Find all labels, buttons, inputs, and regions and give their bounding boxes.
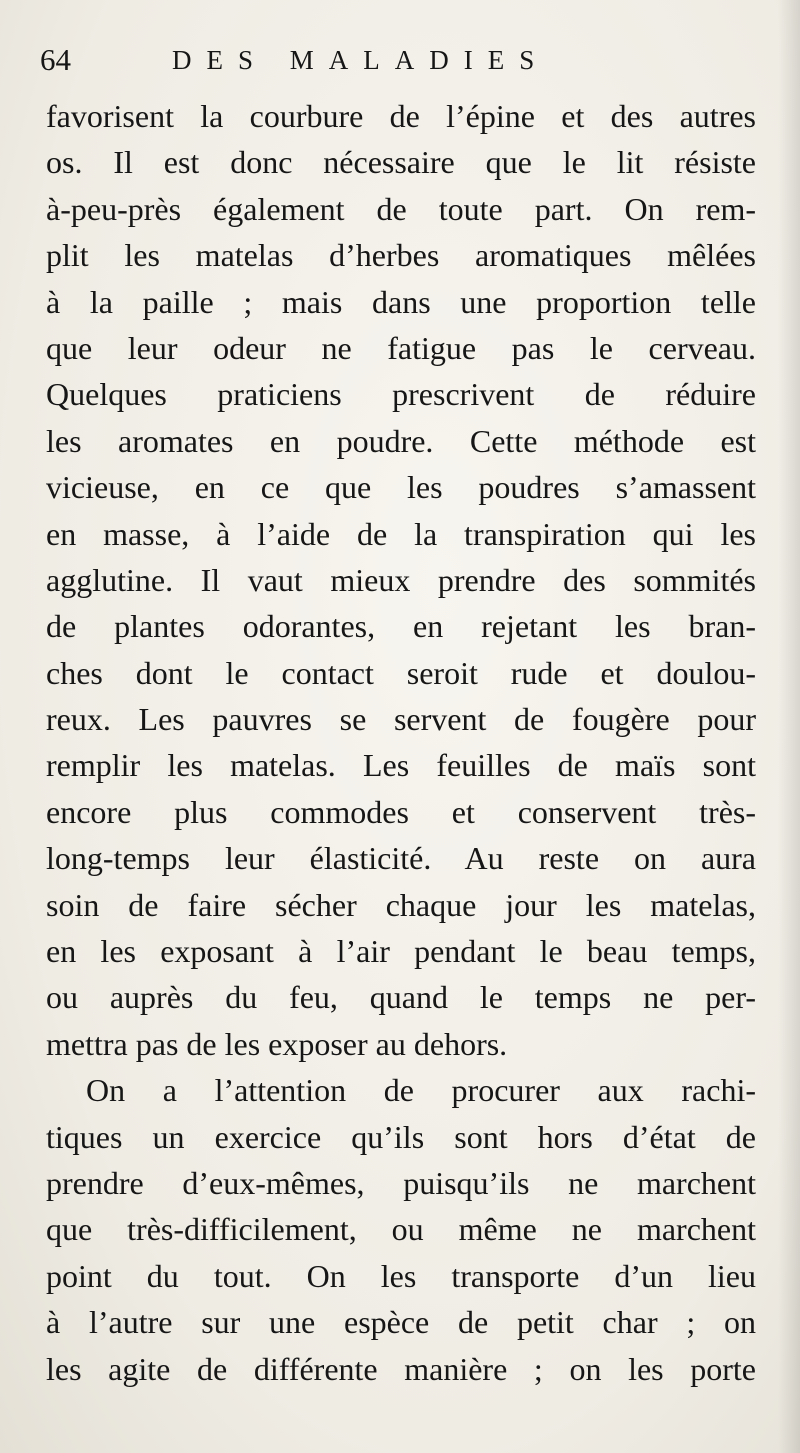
text-line: en masse, à l’aide de la transpiration qui les [46, 515, 756, 552]
text-line: les aromates en poudre. Cette méthode est [46, 422, 756, 459]
text-line: agglutine. Il vaut mieux prendre des sommités [46, 561, 756, 598]
page-edge-shadow [778, 0, 800, 1453]
body-text [46, 93, 756, 1392]
text-line: encore plus commodes et conservent très- [46, 793, 756, 830]
text-line: à l’autre sur une espèce de petit char ; on [46, 1304, 756, 1341]
text-line: point du tout. On les transporte d’un lieu [46, 1257, 756, 1294]
paragraph-end-line: mettra pas de les exposer au dehors. [46, 1025, 508, 1062]
text-line: plit les matelas d’herbes aromatiques mêlées [46, 237, 756, 274]
text-line: que très-difficilement, ou même ne marchent [46, 1211, 756, 1248]
text-line: ches dont le contact seroit rude et doulou- [46, 654, 756, 691]
text-line: à la paille ; mais dans une proportion telle [46, 283, 756, 320]
text-line: en les exposant à l’air pendant le beau temps, [46, 933, 756, 970]
text-line: remplir les matelas. Les feuilles de maïs sont [46, 747, 756, 784]
text-line: soin de faire sécher chaque jour les matelas, [46, 886, 756, 923]
paragraph-start-line: On a l’attention de procurer aux rachi- [86, 1072, 756, 1109]
text-line: long-temps leur élasticité. Au reste on aura [46, 840, 756, 877]
text-line: vicieuse, en ce que les poudres s’amassent [46, 469, 756, 506]
text-line: favorisent la courbure de l’épine et des autres [46, 98, 756, 134]
page-header [40, 40, 760, 84]
page-number: 64 [40, 42, 71, 77]
text-line: les agite de différente manière ; on les porte [46, 1350, 756, 1387]
text-line: reux. Les pauvres se servent de fougère pour [46, 701, 756, 738]
text-line: Quelques praticiens prescrivent de réduire [46, 376, 756, 413]
text-line: ou auprès du feu, quand le temps ne per- [46, 979, 756, 1016]
running-head: DES MALADIES [172, 45, 550, 75]
text-line: à-peu-près également de toute part. On rem- [46, 190, 756, 227]
text-line: de plantes odorantes, en rejetant les bran- [46, 608, 756, 645]
text-line: prendre d’eux-mêmes, puisqu’ils ne marchent [46, 1164, 756, 1201]
text-line: tiques un exercice qu’ils sont hors d’état de [46, 1118, 756, 1155]
text-line: que leur odeur ne fatigue pas le cerveau. [46, 329, 756, 366]
text-line: os. Il est donc nécessaire que le lit résiste [46, 144, 756, 181]
